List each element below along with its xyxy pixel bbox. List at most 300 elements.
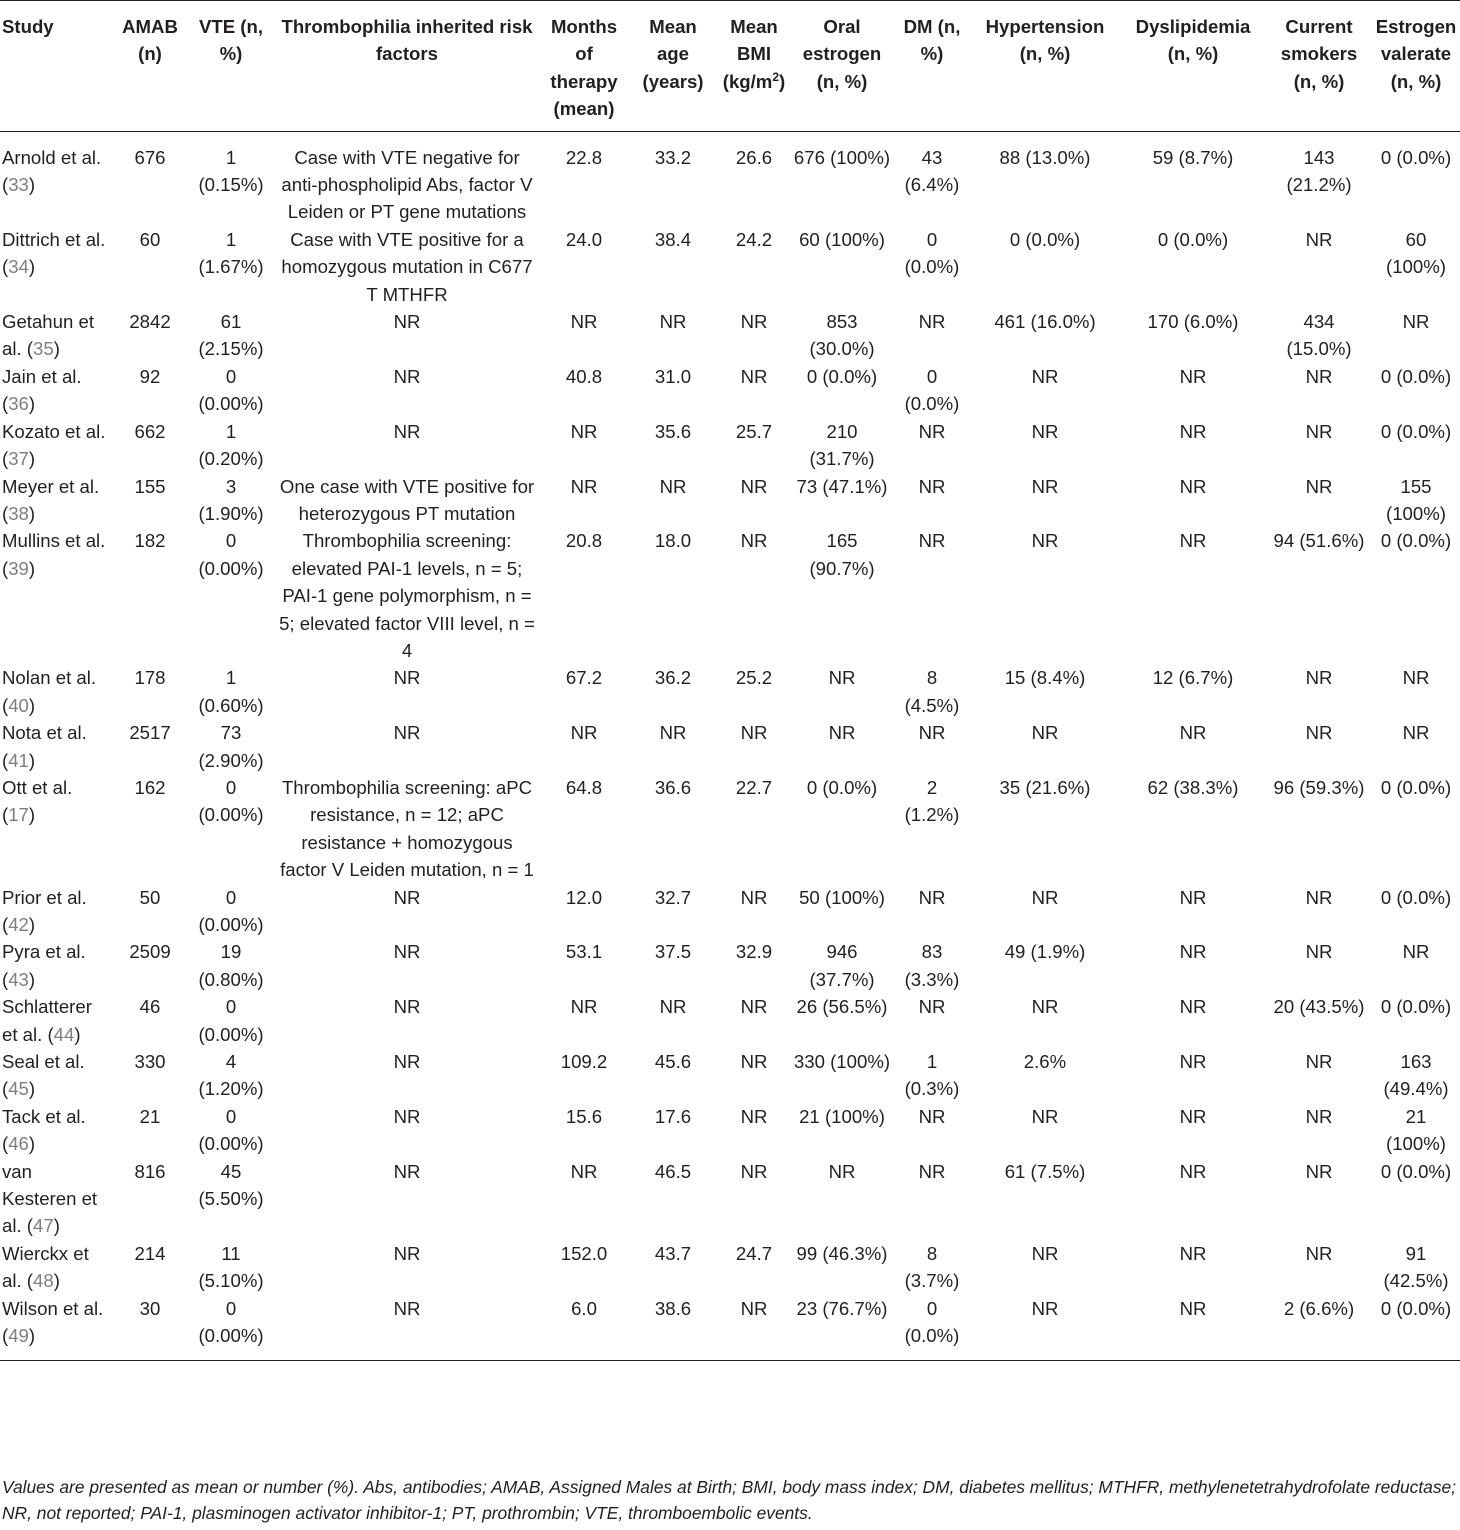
cell-bmi: 24.7 [735,1242,773,1264]
table-row [0,363,1460,418]
cell-dys: NR [1179,1105,1207,1127]
cell-amab: 214 [134,1242,166,1264]
reference-link[interactable]: 43 [8,968,29,990]
cell-age: 36.6 [654,776,692,798]
cell-smokers: 2 (6.6%) [1283,1297,1355,1319]
cell-thrombophilia: NR [393,1242,421,1264]
cell-vte: 0 (0.00%) [198,776,264,826]
cell-thrombophilia: NR [393,1160,421,1182]
cell-age: NR [659,722,687,744]
reference-link[interactable]: 39 [8,557,29,579]
cell-dys: 170 (6.0%) [1147,311,1239,333]
column-header-htn: Hypertension (n, %) [970,1,1120,132]
cell-dm: 0 (0.0%) [904,365,960,415]
cell-amab: 155 [134,475,166,497]
cell-age: 36.2 [654,667,692,689]
table-row [0,938,1460,993]
study-name: Arnold et al. [2,146,102,168]
cell-amab: 662 [134,420,166,442]
cell-dm: 8 (4.5%) [904,667,960,716]
cell-months: 22.8 [565,146,603,168]
cell-oral: 0 (0.0%) [806,365,878,387]
cell-htn: NR [1031,722,1059,744]
cell-amab: 2517 [129,722,171,744]
cell-oral: 60 (100%) [799,228,885,250]
cell-dys: 59 (8.7%) [1152,146,1234,168]
cell-valerate: 0 (0.0%) [1380,530,1452,552]
cell-dys: NR [1179,530,1207,552]
study-name: Jain et al. [2,365,82,387]
study-name: Mullins et al. [2,530,106,552]
cell-study: Tack et al. (46) [2,1105,86,1155]
table-row [0,664,1460,719]
cell-months: NR [570,420,598,442]
cell-thrombophilia: NR [393,722,421,744]
cell-months: 24.0 [565,228,603,250]
cell-thrombophilia: NR [393,311,421,333]
cell-smokers: NR [1305,1051,1333,1073]
reference-link[interactable]: 46 [8,1133,29,1155]
cell-vte: 1 (1.67%) [198,228,264,278]
cell-dys: NR [1179,1242,1207,1264]
cell-vte: 0 (0.00%) [198,886,264,935]
header-row [0,1,1460,132]
cell-dys: NR [1179,365,1207,387]
table-row [0,308,1460,363]
column-header-dm: DM (n, %) [894,1,970,132]
cell-study: Nota et al. (41) [2,722,87,771]
cell-age: 43.7 [654,1242,692,1264]
cell-study: Seal et al. (45) [2,1051,85,1100]
cell-amab: 178 [134,667,166,689]
cell-bmi: 25.2 [735,667,773,689]
cell-htn: NR [1031,475,1059,497]
cell-oral: 853 (30.0%) [809,311,875,360]
cell-htn: 61 (7.5%) [1004,1160,1086,1182]
cell-amab: 676 [134,146,166,168]
column-header-dys: Dyslipidemia (n, %) [1120,1,1266,132]
cell-months: 20.8 [565,530,603,552]
cell-oral: 23 (76.7%) [796,1297,888,1319]
cell-smokers: NR [1305,722,1333,744]
cell-htn: NR [1031,530,1059,552]
cell-months: 109.2 [560,1051,608,1073]
cell-vte: 61 (2.15%) [198,311,264,360]
cell-study: Jain et al. (36) [2,365,82,415]
study-name: Wierckx et al. [2,1242,89,1292]
cell-bmi: 24.2 [735,228,773,250]
cell-bmi: NR [740,1105,768,1127]
table-row [0,473,1460,528]
study-name: Wilson et al. [2,1297,104,1319]
cell-htn: NR [1031,365,1059,387]
cell-study: Wilson et al. (49) [2,1297,104,1347]
cell-oral: 946 (37.7%) [809,941,875,990]
cell-amab: 816 [134,1160,166,1182]
cell-thrombophilia: NR [393,365,421,387]
study-name: Prior et al. [2,886,87,908]
cell-valerate: NR [1402,311,1430,333]
cell-dm: 43 (6.4%) [904,146,960,196]
cell-study: Prior et al. (42) [2,886,87,935]
cell-smokers: NR [1305,667,1333,689]
cell-study: Pyra et al. (43) [2,941,86,990]
cell-dm: NR [918,1105,946,1127]
cell-dys: NR [1179,420,1207,442]
cell-dys: NR [1179,886,1207,908]
cell-thrombophilia: NR [393,667,421,689]
cell-age: NR [659,996,687,1018]
reference-link[interactable]: 40 [8,694,29,716]
cell-oral: 26 (56.5%) [796,996,888,1018]
cell-bmi: NR [740,365,768,387]
cell-valerate: 0 (0.0%) [1380,1297,1452,1319]
cell-thrombophilia: One case with VTE positive for heterozygous PT mutation [279,475,535,524]
cell-thrombophilia: NR [393,996,421,1018]
study-name: Schlatterer et al. [2,996,92,1045]
cell-months: 64.8 [565,776,603,798]
cell-dys: NR [1179,996,1207,1018]
cell-htn: 461 (16.0%) [994,311,1096,333]
column-header-smokers: Current smokers (n, %) [1266,1,1372,132]
cell-valerate: 0 (0.0%) [1380,420,1452,442]
cell-valerate: NR [1402,667,1430,689]
cell-thrombophilia: Case with VTE negative for anti-phospholipid Abs, factor V Leiden or PT gene mutations [281,146,533,223]
cell-months: NR [570,722,598,744]
study-name: Seal et al. [2,1051,85,1073]
cell-months: 53.1 [565,941,603,963]
reference-link[interactable]: 36 [8,393,29,415]
study-name: Pyra et al. [2,941,86,963]
cell-thrombophilia: NR [393,886,421,908]
cell-smokers: 143 (21.2%) [1286,146,1352,196]
cell-dm: 83 (3.3%) [904,941,960,990]
cell-bmi: NR [740,1051,768,1073]
cell-valerate: 0 (0.0%) [1380,886,1452,908]
cell-bmi: 22.7 [735,776,773,798]
cell-oral: 330 (100%) [793,1051,891,1073]
cell-smokers: NR [1305,1242,1333,1264]
cell-age: 46.5 [654,1160,692,1182]
table-row [0,1158,1460,1240]
cell-age: NR [659,311,687,333]
cell-dm: NR [918,1160,946,1182]
cell-smokers: NR [1305,941,1333,963]
cell-vte: 0 (0.00%) [198,1297,264,1347]
cell-months: NR [570,1160,598,1182]
table-row [0,131,1460,226]
cell-dm: 0 (0.0%) [904,1297,960,1347]
column-header-valerate: Estrogen valerate (n, %) [1372,1,1460,132]
cell-age: 45.6 [654,1051,692,1073]
column-header-oral: Oral estrogen (n, %) [790,1,894,132]
cell-study: Dittrich et al. (34) [2,228,106,278]
table-row [0,1295,1460,1360]
cell-study: Meyer et al. (38) [2,475,100,524]
cell-valerate: 91 (42.5%) [1383,1242,1449,1292]
cell-vte: 0 (0.00%) [198,996,264,1045]
cell-thrombophilia: NR [393,941,421,963]
cell-bmi: NR [740,475,768,497]
cell-vte: 1 (0.60%) [198,667,264,716]
cell-smokers: NR [1305,886,1333,908]
cell-valerate: NR [1402,722,1430,744]
cell-thrombophilia: NR [393,1105,421,1127]
cell-age: 18.0 [654,530,692,552]
cell-htn: 2.6% [1023,1051,1067,1073]
cell-valerate: 0 (0.0%) [1380,146,1452,168]
cell-study: Ott et al. (17) [2,776,73,826]
table-row [0,1048,1460,1103]
cell-months: 12.0 [565,886,603,908]
cell-bmi: NR [740,722,768,744]
cell-amab: 182 [134,530,166,552]
cell-htn: 35 (21.6%) [999,776,1091,798]
study-name: Nolan et al. [2,667,97,689]
cell-htn: NR [1031,420,1059,442]
cell-vte: 11 (5.10%) [198,1242,264,1292]
cell-months: 152.0 [560,1242,608,1264]
cell-age: 32.7 [654,886,692,908]
cell-dm: NR [918,420,946,442]
cell-months: NR [570,475,598,497]
reference-link[interactable]: 48 [33,1270,54,1292]
reference-link[interactable]: 45 [8,1078,29,1100]
cell-dys: NR [1179,1051,1207,1073]
cell-thrombophilia: NR [393,1051,421,1073]
cell-age: 35.6 [654,420,692,442]
cell-thrombophilia: Case with VTE positive for a homozygous mutation in C677 T MTHFR [281,228,533,305]
column-header-thrombophilia: Thrombophilia inherited risk factors [274,1,540,132]
cell-bmi: NR [740,996,768,1018]
cell-htn: NR [1031,1297,1059,1319]
cell-htn: NR [1031,996,1059,1018]
cell-amab: 60 [139,228,161,250]
cell-dys: 62 (38.3%) [1147,776,1239,798]
cell-dm: 2 (1.2%) [904,776,960,826]
cell-htn: 15 (8.4%) [1004,667,1086,689]
cell-age: 37.5 [654,941,692,963]
cell-valerate: 155 (100%) [1386,475,1446,524]
study-name: Nota et al. [2,722,87,744]
cell-valerate: 163 (49.4%) [1383,1051,1449,1100]
cell-valerate: 0 (0.0%) [1380,1160,1452,1182]
cell-age: 38.4 [654,228,692,250]
cell-vte: 0 (0.00%) [198,365,264,415]
cell-smokers: NR [1305,365,1333,387]
cell-dm: NR [918,530,946,552]
cell-oral: 165 (90.7%) [809,530,875,579]
reference-link[interactable]: 37 [8,448,29,470]
cell-dys: 12 (6.7%) [1152,667,1234,689]
cell-valerate: 0 (0.0%) [1380,365,1452,387]
cell-oral: NR [828,667,856,689]
cell-bmi: NR [740,311,768,333]
cell-dys: NR [1179,722,1207,744]
cell-vte: 4 (1.20%) [198,1051,264,1100]
reference-link[interactable]: 34 [8,256,29,278]
cell-dys: 0 (0.0%) [1157,228,1229,250]
cell-study: Getahun et al. (35) [2,311,95,360]
cell-htn: NR [1031,1242,1059,1264]
cell-months: 67.2 [565,667,603,689]
cell-amab: 21 [139,1105,161,1127]
cell-valerate: 0 (0.0%) [1380,996,1452,1018]
cell-htn: NR [1031,1105,1059,1127]
study-name: Kozato et al. [2,420,106,442]
cell-oral: 210 (31.7%) [809,420,875,470]
cell-dm: NR [918,996,946,1018]
column-header-age: Mean age (years) [628,1,718,132]
table-row [0,226,1460,308]
cell-oral: 21 (100%) [799,1105,885,1127]
cell-dm: NR [918,311,946,333]
cell-oral: NR [828,722,856,744]
cell-thrombophilia: Thrombophilia screening: aPC resistance, n = 12; aPC resistance + homozygous factor V Leiden mutation, n = 1 [280,776,534,881]
cell-amab: 2509 [129,941,171,963]
cell-dm: NR [918,722,946,744]
cell-months: NR [570,996,598,1018]
cell-vte: 19 (0.80%) [198,941,264,990]
cell-htn: 0 (0.0%) [1009,228,1081,250]
cell-amab: 2842 [129,311,171,333]
cell-dm: 1 (0.3%) [904,1051,960,1100]
cell-age: 38.6 [654,1297,692,1319]
study-name: Ott et al. [2,776,73,798]
cell-oral: 0 (0.0%) [806,776,878,798]
cell-dys: NR [1179,475,1207,497]
cell-amab: 330 [134,1051,166,1073]
cell-vte: 45 (5.50%) [198,1160,264,1210]
table-row [0,1240,1460,1295]
study-name: Dittrich et al. [2,228,106,250]
table-row [0,418,1460,473]
reference-link[interactable]: 33 [8,174,29,196]
reference-link[interactable]: 38 [8,502,29,524]
cell-age: 31.0 [654,365,692,387]
study-name: Getahun et al. [2,311,95,360]
cell-bmi: 26.6 [735,146,773,168]
cell-amab: 46 [139,996,161,1018]
table-row [0,527,1460,664]
study-name: van Kesteren et al. [2,1160,98,1237]
cell-dm: 0 (0.0%) [904,228,960,278]
cell-bmi: 32.9 [735,941,773,963]
table-row [0,993,1460,1048]
cell-valerate: NR [1402,941,1430,963]
cell-dm: NR [918,886,946,908]
cell-study: Nolan et al. (40) [2,667,97,716]
cell-thrombophilia: Thrombophilia screening: elevated PAI-1 levels, n = 5; PAI-1 gene polymorphism, n = 5; elevated factor VIII level, n = 4 [279,530,535,661]
reference-link[interactable]: 42 [8,914,29,935]
cell-age: 17.6 [654,1105,692,1127]
cell-oral: 676 (100%) [793,146,891,168]
cell-thrombophilia: NR [393,1297,421,1319]
reference-link[interactable]: 17 [8,804,29,826]
cell-vte: 0 (0.00%) [198,530,264,579]
cell-smokers: 96 (59.3%) [1273,776,1365,798]
cell-amab: 92 [139,365,161,387]
cell-oral: 50 (100%) [799,886,885,908]
cell-valerate: 21 (100%) [1386,1105,1446,1155]
cell-htn: 49 (1.9%) [1004,941,1086,963]
column-header-months: Months of therapy (mean) [540,1,628,132]
cell-valerate: 0 (0.0%) [1380,776,1452,798]
table-row [0,774,1460,884]
cell-vte: 3 (1.90%) [198,475,264,524]
column-header-study: Study [0,1,112,132]
cell-study: Kozato et al. (37) [2,420,106,470]
cell-months: 15.6 [565,1105,603,1127]
cell-valerate: 60 (100%) [1386,228,1446,278]
cell-amab: 30 [139,1297,161,1319]
cell-oral: NR [828,1160,856,1182]
cell-bmi: NR [740,530,768,552]
cell-months: 40.8 [565,365,603,387]
cell-smokers: NR [1305,1160,1333,1182]
table-row [0,719,1460,774]
cell-smokers: 20 (43.5%) [1273,996,1365,1018]
cell-study: Mullins et al. (39) [2,530,106,579]
cell-oral: 73 (47.1%) [796,475,888,497]
cell-study: Arnold et al. (33) [2,146,102,196]
cell-bmi: 25.7 [735,420,773,442]
cell-htn: NR [1031,886,1059,908]
cell-vte: 1 (0.15%) [198,146,264,196]
reference-link[interactable]: 44 [53,1023,75,1045]
cell-amab: 50 [139,886,161,908]
cell-thrombophilia: NR [393,420,421,442]
cell-amab: 162 [134,776,166,798]
cell-dys: NR [1179,1160,1207,1182]
cell-months: NR [570,311,598,333]
table-row [0,884,1460,939]
cell-bmi: NR [740,886,768,908]
cell-dm: 8 (3.7%) [904,1242,960,1292]
cell-study: Schlatterer et al. (44) [2,996,92,1045]
column-header-amab: AMAB (n) [112,1,188,132]
cell-bmi: NR [740,1297,768,1319]
cell-study: Wierckx et al. (48) [2,1242,89,1292]
table-header [0,1,1460,132]
table-footnote: Values are presented as mean or number (%). Abs, antibodies; AMAB, Assigned Males at Birth; BMI, body mass index; DM, diabetes mellitus; MTHFR, methylenetetrahydrofolate reductase; NR, not reported; PAI-1, plasminogen activator inhibitor-1; PT, prothrombin; VTE, thromboembolic events. [2,1477,1457,1523]
cell-smokers: NR [1305,1105,1333,1127]
reference-link[interactable]: 35 [33,338,54,360]
cell-smokers: 94 (51.6%) [1273,530,1365,552]
cell-htn: 88 (13.0%) [999,146,1091,168]
study-name: Meyer et al. [2,475,100,497]
cell-dys: NR [1179,1297,1207,1319]
cell-study: van Kesteren et al. (47) [2,1160,98,1237]
cell-smokers: NR [1305,475,1333,497]
cell-smokers: NR [1305,228,1333,250]
cell-dm: NR [918,475,946,497]
cell-smokers: 434 (15.0%) [1286,311,1352,360]
cell-months: 6.0 [571,1297,597,1319]
cell-smokers: NR [1305,420,1333,442]
cell-oral: 99 (46.3%) [796,1242,888,1264]
table-body [0,131,1460,1360]
study-name: Tack et al. [2,1105,86,1127]
cell-vte: 1 (0.20%) [198,420,264,470]
cell-bmi: NR [740,1160,768,1182]
cell-age: NR [659,475,687,497]
cell-vte: 73 (2.90%) [198,722,264,771]
cell-vte: 0 (0.00%) [198,1105,264,1155]
reference-link[interactable]: 49 [8,1325,29,1347]
reference-link[interactable]: 41 [8,749,29,771]
reference-link[interactable]: 47 [33,1215,54,1237]
